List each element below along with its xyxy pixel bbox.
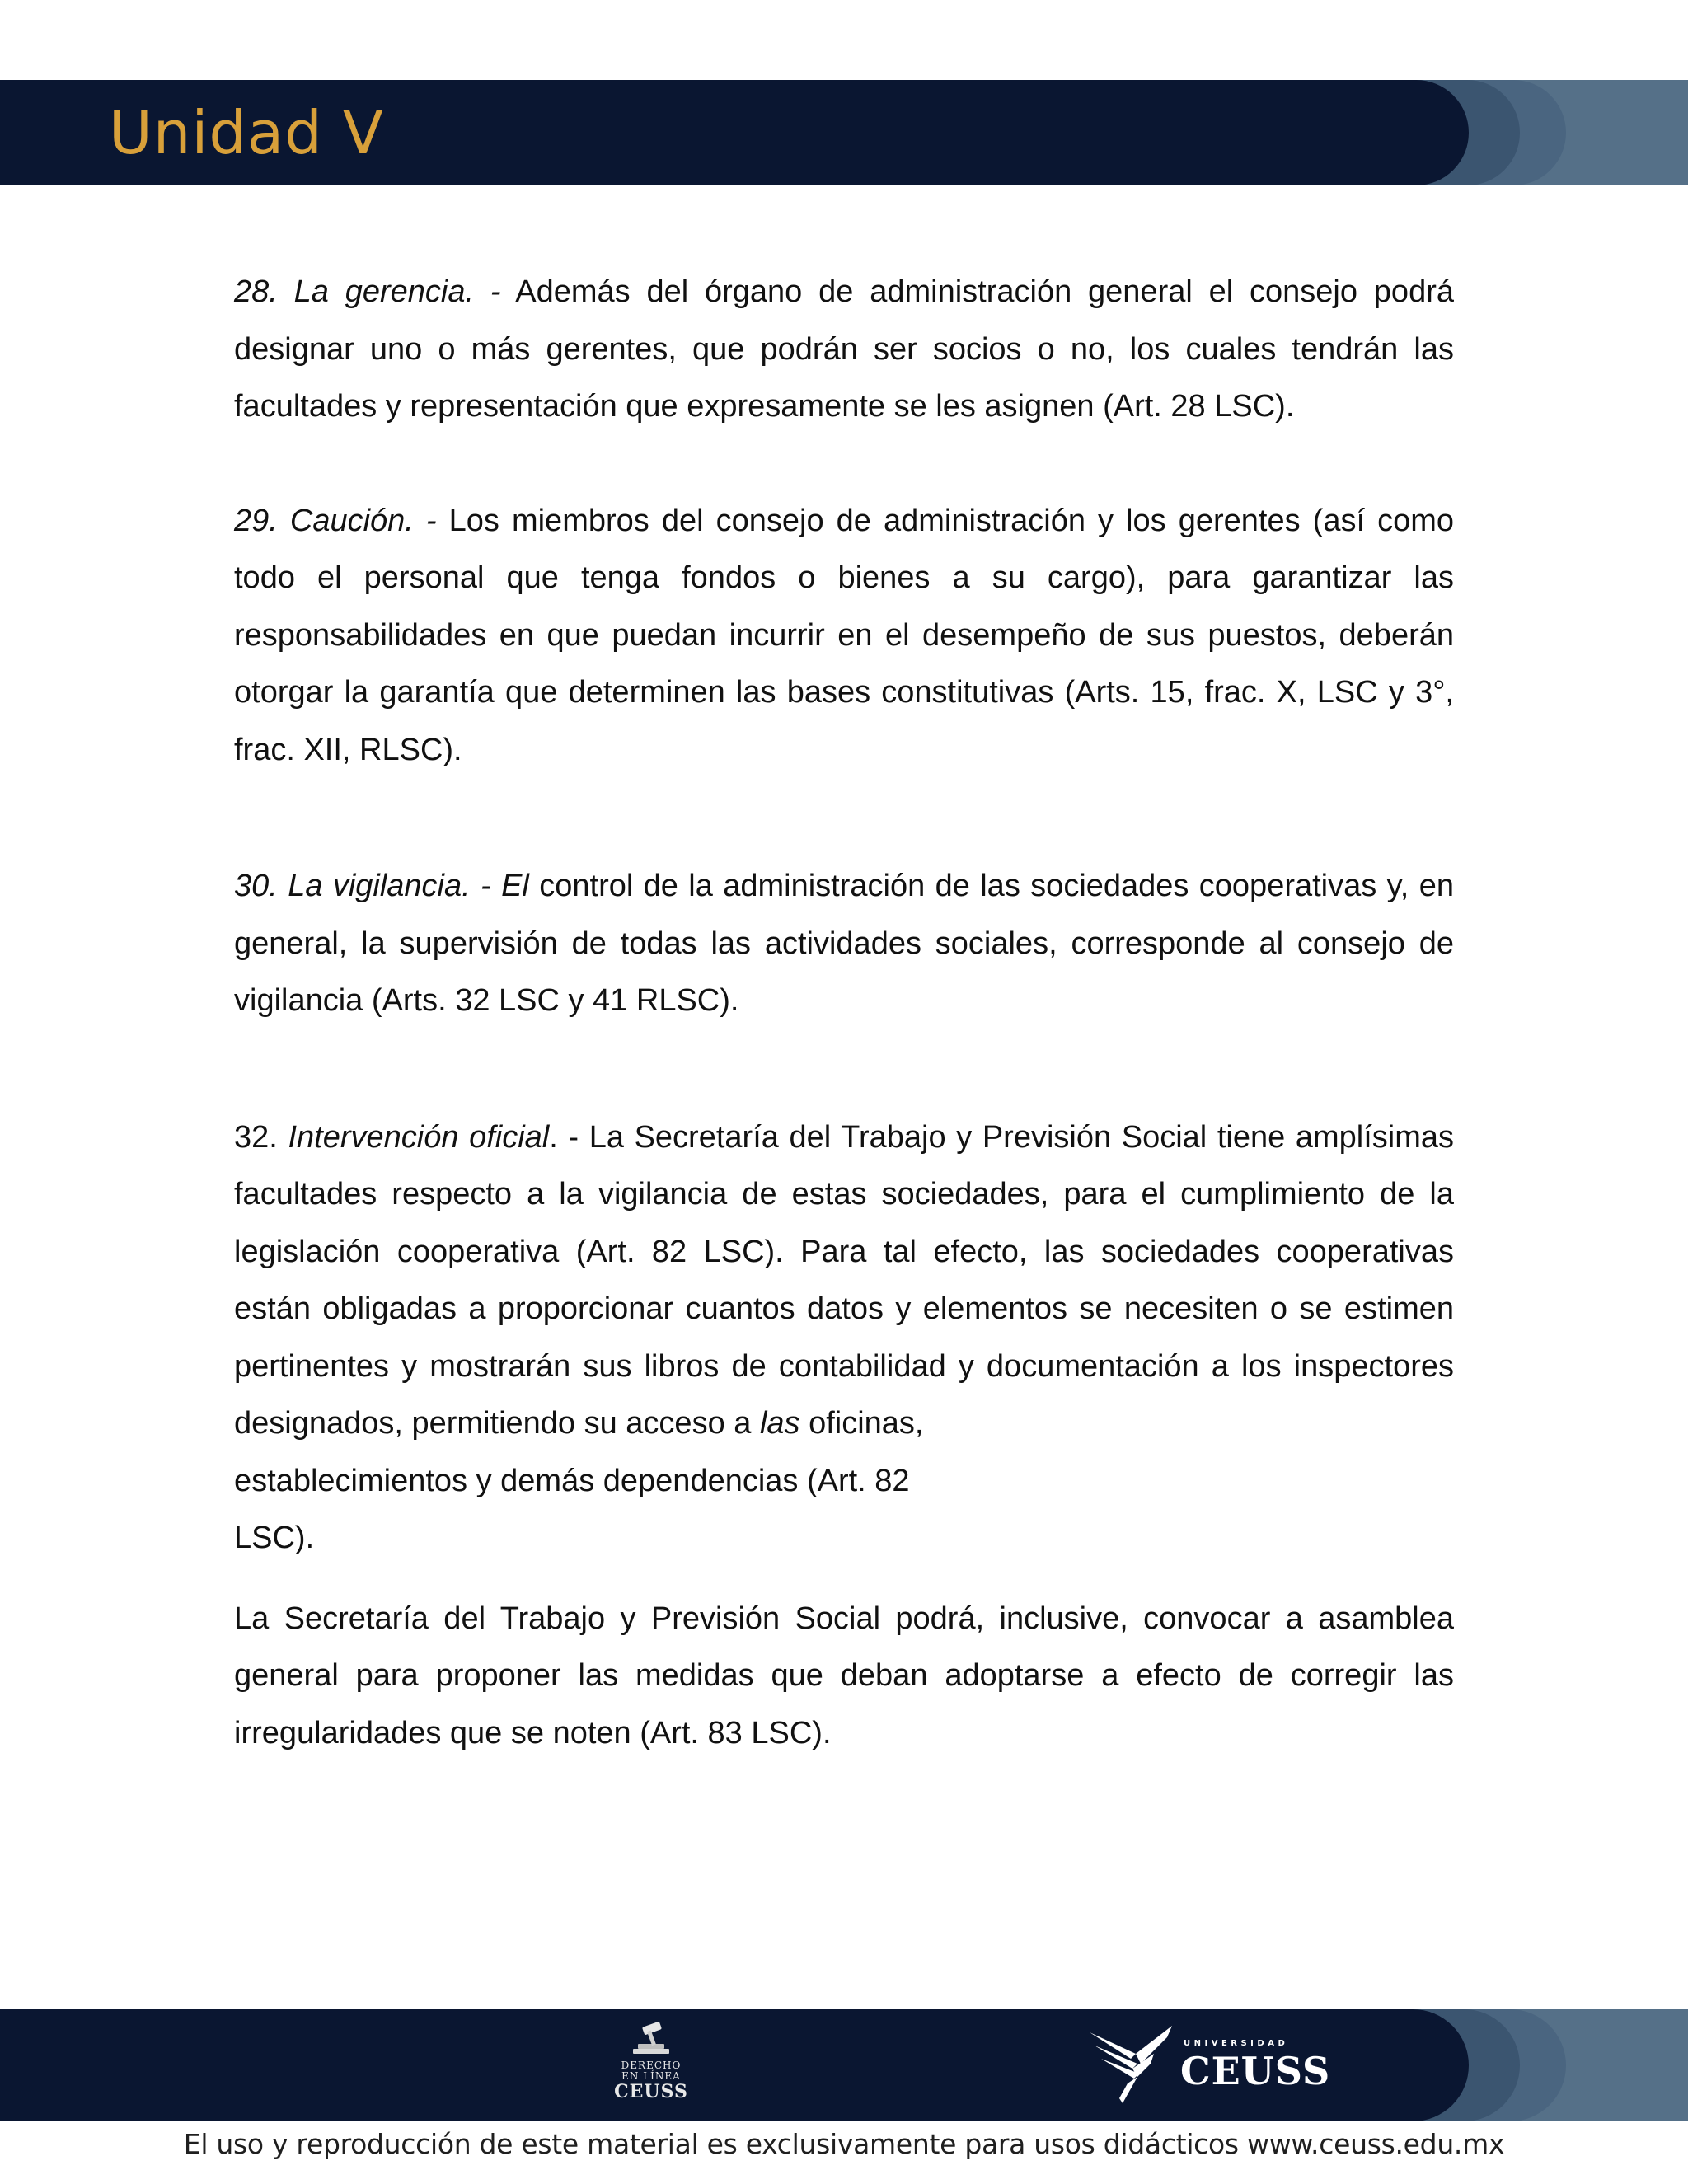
- document-body: [234, 264, 1454, 1762]
- section-28-heading: 28. La gerencia. -: [234, 274, 501, 309]
- gavel-icon: [628, 2019, 674, 2060]
- ceuss-bird-icon: [1086, 2018, 1184, 2110]
- derecho-logo-line1: DERECHO: [621, 2060, 682, 2071]
- section-30-text: control de la administración de las sociedades cooperativas y, en general, la supervisión de todas las actividades sociales, corresponde al consejo de vigilancia (Arts. 32 LSC y 41 RLSC).: [234, 869, 1454, 1018]
- section-29: [234, 493, 1454, 780]
- section-28: [234, 264, 1454, 436]
- usage-disclaimer: El uso y reproducción de este material es exclusivamente para usos didácticos www.ceuss.edu.mx: [183, 2128, 1505, 2160]
- section-32-text-a: . - La Secretaría del Trabajo y Previsión Social tiene amplísimas facultades respecto a la vigilancia de estas sociedades, para el cumplimiento de la legislación cooperativa (Art. 82 LSC). Para tal efecto, las sociedades cooperativas están obligadas a proporcionar cuantos datos y elementos se necesiten o se estimen pertinentes y mostrarán sus libros de contabilidad y documentación a los inspectores designados, permitiendo su acceso a: [234, 1119, 1455, 1441]
- section-29-heading: 29. Caución. -: [234, 503, 437, 538]
- section-30-heading: 30. La vigilancia. - El: [234, 869, 529, 903]
- derecho-logo-line3: CEUSS: [614, 2081, 688, 2102]
- ceuss-logo: [1086, 2018, 1331, 2113]
- section-28-text: Además del órgano de administración general el consejo podrá designar uno o más gerentes, que podrán ser socios o no, los cuales tendrán las facultades y representación que expresamente se les asignen (Art. 28 LSC).: [234, 274, 1454, 424]
- section-32-line-last2: LSC).: [234, 1521, 315, 1555]
- section-32-heading: Intervención oficial: [288, 1119, 550, 1155]
- footer-band: [0, 2009, 1688, 2121]
- section-32-text-b: oficinas,: [799, 1406, 924, 1441]
- section-30: [234, 858, 1454, 1030]
- derecho-en-linea-logo: [608, 2019, 694, 2111]
- section-32-emphasis: las: [759, 1406, 800, 1441]
- section-32: [234, 1109, 1454, 1453]
- section-32-paragraph-2: La Secretaría del Trabajo y Previsión Social podrá, inclusive, convocar a asamblea general para proponer las medidas que deban adoptarse a efecto de corregir las irregularidades que se noten (Art. 83 LSC).: [234, 1601, 1454, 1750]
- unit-title: Unidad V: [109, 98, 385, 167]
- section-29-text: Los miembros del consejo de administración y los gerentes (así como todo el personal que tenga fondos o bienes a su cargo), para garantizar las responsabilidades en que puedan incurrir en el desempeño de sus puestos, deberán otorgar la garantía que determinen las bases constitutivas (Arts. 15, frac. X, LSC y 3°, frac. XII, RLSC).: [234, 503, 1454, 767]
- section-32-line-last1: establecimientos y demás dependencias (Art. 82: [234, 1463, 910, 1498]
- ceuss-logo-name: CEUSS: [1180, 2049, 1331, 2093]
- derecho-logo-line2: EN LÍNEA: [621, 2070, 681, 2082]
- ceuss-logo-tag: UNIVERSIDAD: [1184, 2039, 1289, 2048]
- header-band: [0, 80, 1688, 185]
- section-32-number: 32.: [234, 1119, 288, 1155]
